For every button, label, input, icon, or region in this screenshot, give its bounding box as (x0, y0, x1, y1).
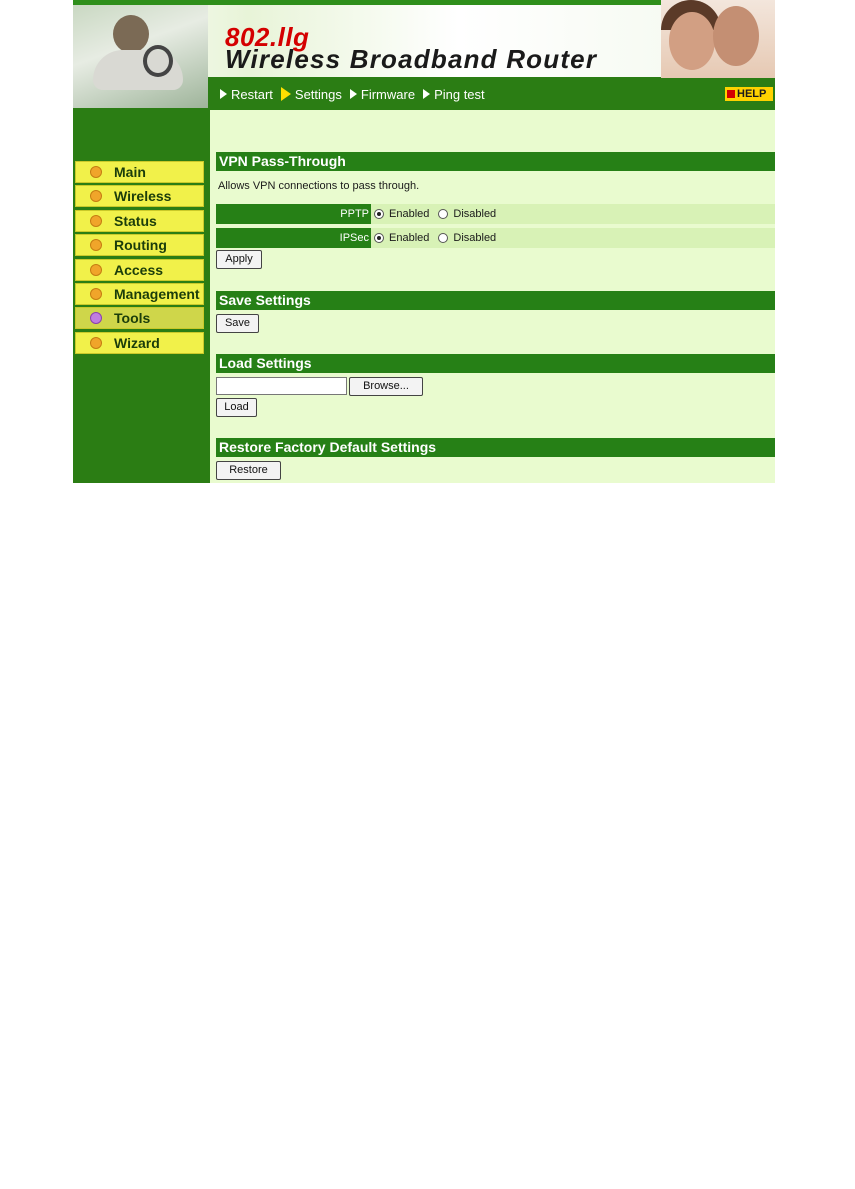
nav-label: Firmware (360, 86, 416, 102)
sidebar-item-label: Routing (114, 237, 167, 254)
bullet-icon (90, 288, 102, 300)
sidebar-item-label: Wizard (114, 334, 160, 351)
pptp-enabled-radio[interactable] (374, 209, 384, 219)
sidebar (73, 110, 210, 483)
vpn-description: Allows VPN connections to pass through. (218, 180, 420, 192)
ipsec-disabled-radio[interactable] (438, 233, 448, 243)
face-shape (669, 12, 715, 70)
ipsec-label: IPSec (216, 228, 371, 248)
sidebar-item-management[interactable] (75, 283, 204, 305)
brand-subtitle: Wireless Broadband Router (225, 44, 598, 74)
ipsec-row (216, 228, 775, 248)
section-title-load: Load Settings (216, 354, 775, 373)
pptp-radio-group (374, 204, 500, 224)
load-button[interactable]: Load (216, 398, 257, 417)
nav-label: Ping test (434, 86, 485, 102)
sidebar-item-label: Tools (114, 310, 151, 327)
section-title-vpn: VPN Pass-Through (216, 152, 775, 171)
sidebar-item-tools[interactable] (75, 307, 204, 329)
file-path-input[interactable] (216, 377, 347, 395)
section-title-save: Save Settings (216, 291, 775, 310)
restore-button[interactable]: Restore (216, 461, 281, 480)
person-head-shape (113, 15, 149, 53)
radio-label: Disabled (453, 232, 497, 244)
apply-button[interactable]: Apply (216, 250, 262, 269)
save-button[interactable]: Save (216, 314, 259, 333)
header (73, 0, 775, 110)
sidebar-item-wizard[interactable] (75, 332, 204, 354)
radio-label: Enabled (389, 208, 430, 220)
nav-label: Restart (231, 86, 273, 102)
pptp-disabled-radio[interactable] (438, 209, 448, 219)
bullet-icon (90, 239, 102, 251)
sidebar-item-status[interactable] (75, 210, 204, 232)
browse-button[interactable]: Browse... (349, 377, 423, 396)
headphones-shape (143, 45, 173, 77)
bullet-icon (90, 337, 102, 349)
ipsec-enabled-radio[interactable] (374, 233, 384, 243)
nav-settings[interactable] (281, 87, 342, 102)
help-button[interactable] (725, 87, 773, 101)
router-admin-window (73, 0, 775, 483)
sidebar-item-routing[interactable] (75, 234, 204, 256)
sidebar-item-label: Status (114, 212, 157, 229)
bullet-icon (90, 215, 102, 227)
arrow-right-icon (423, 89, 430, 99)
top-nav (220, 84, 485, 104)
header-photo-right (661, 0, 775, 78)
sidebar-item-label: Wireless (114, 188, 172, 205)
help-icon (727, 90, 735, 98)
sidebar-item-access[interactable] (75, 259, 204, 281)
ipsec-radio-group (374, 228, 500, 248)
pptp-row (216, 204, 775, 224)
sidebar-item-label: Access (114, 261, 164, 278)
sidebar-item-label: Main (114, 164, 146, 180)
sidebar-item-main[interactable] (75, 161, 204, 183)
nav-restart[interactable] (220, 87, 273, 102)
radio-label: Disabled (453, 208, 497, 220)
nav-ping-test[interactable] (423, 87, 485, 102)
section-title-restore: Restore Factory Default Settings (216, 438, 775, 457)
face-shape (713, 6, 759, 66)
bullet-icon (90, 264, 102, 276)
pptp-label: PPTP (216, 204, 371, 224)
arrow-right-icon (220, 89, 227, 99)
bullet-icon (90, 312, 102, 324)
sidebar-menu (75, 161, 204, 356)
sidebar-item-label: Management (114, 285, 200, 302)
bullet-icon (90, 166, 102, 178)
nav-firmware[interactable] (350, 87, 415, 102)
header-photo-left (73, 5, 208, 108)
bullet-icon (90, 190, 102, 202)
arrow-right-icon (350, 89, 357, 99)
help-label: HELP (737, 88, 767, 100)
radio-label: Enabled (389, 232, 430, 244)
nav-label: Settings (294, 86, 342, 102)
arrow-right-icon (281, 87, 291, 101)
brand-title: 802.llg (225, 22, 310, 52)
sidebar-item-wireless[interactable] (75, 185, 204, 207)
